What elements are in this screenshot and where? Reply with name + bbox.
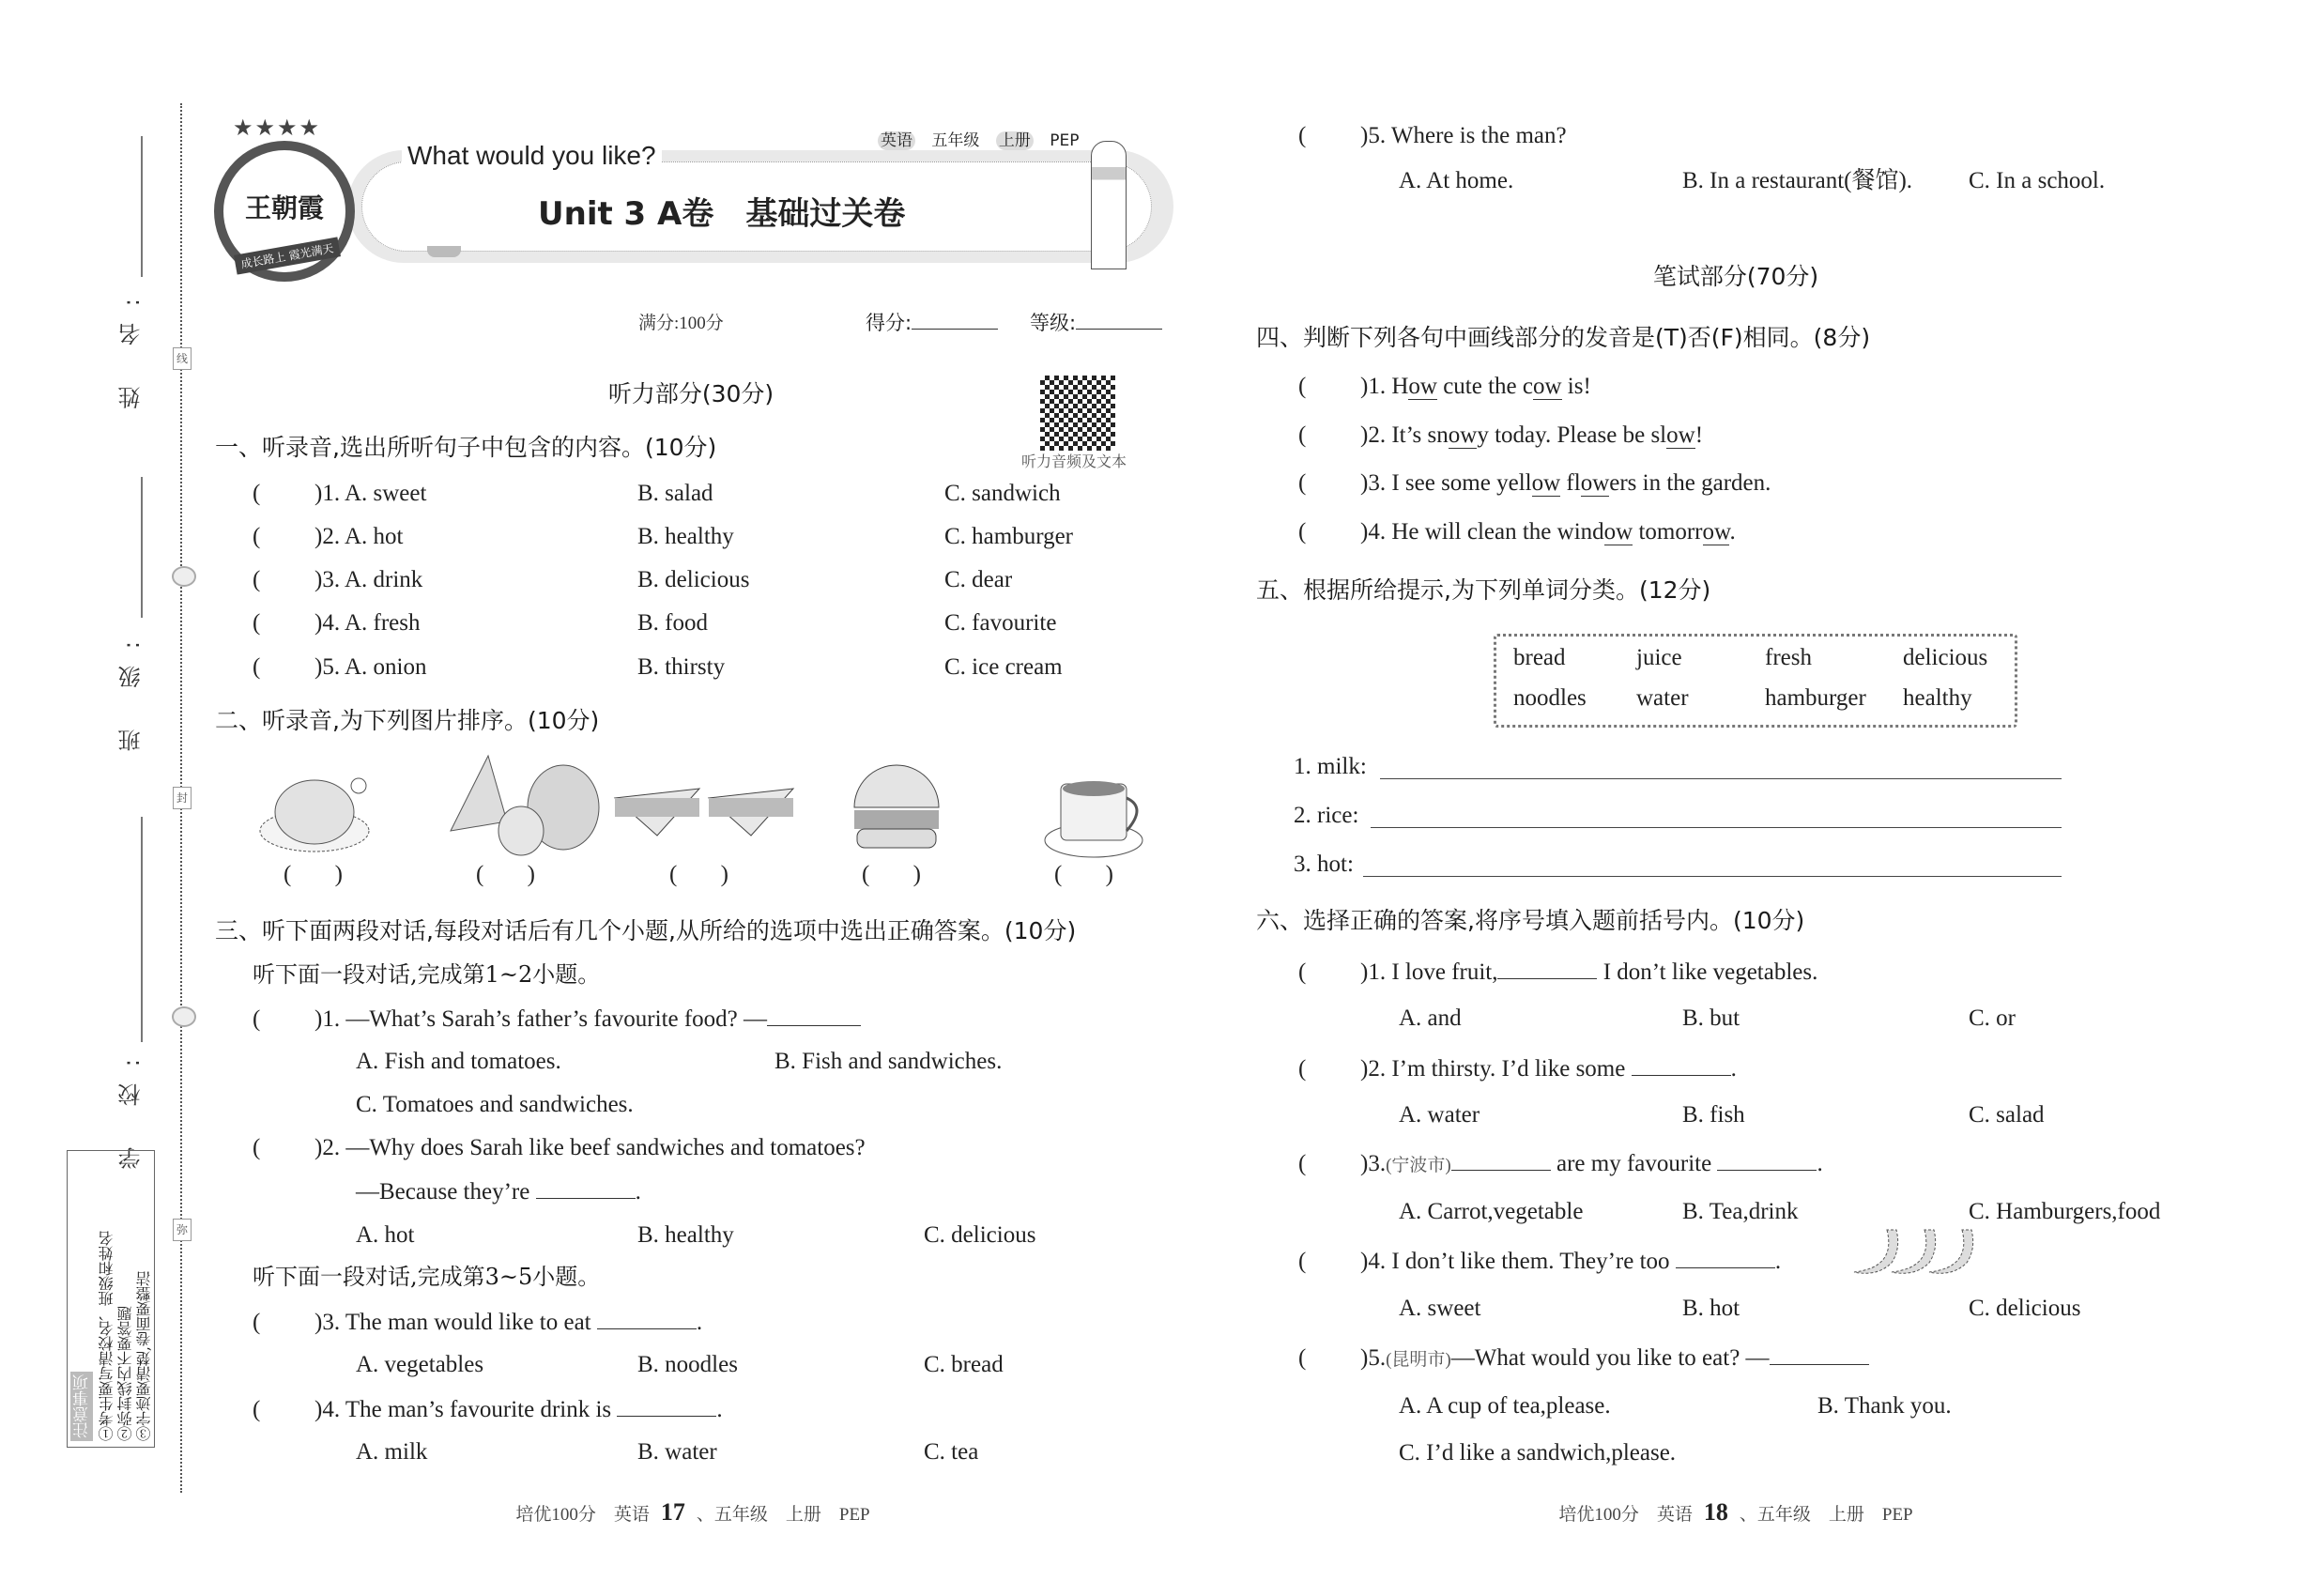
option-a: )3. A. drink bbox=[314, 567, 423, 592]
underlined-sound: ow bbox=[1531, 470, 1561, 496]
question-text: )3. The man would like to eat bbox=[314, 1310, 591, 1335]
school-field[interactable] bbox=[141, 817, 143, 1042]
s3-q3: ( )3. The man would like to eat . bbox=[253, 1310, 703, 1335]
source-city: (昆明市) bbox=[1386, 1350, 1451, 1370]
word-bank-item: healthy bbox=[1903, 685, 1972, 711]
option-c: C. In a school. bbox=[1969, 168, 2106, 193]
option-b: B. food bbox=[637, 610, 708, 636]
sentence-text: is! bbox=[1561, 374, 1591, 399]
option-b: B. fish bbox=[1682, 1102, 1745, 1128]
seal-mark-xian: 线 bbox=[173, 347, 192, 370]
sentence-text: ! bbox=[1694, 422, 1704, 448]
answer-bracket[interactable]: ( bbox=[1298, 519, 1307, 545]
category-label: 1. milk: bbox=[1294, 754, 1367, 779]
s6-q5 bbox=[1298, 1343, 1869, 1374]
question-text: —Because they’re bbox=[356, 1179, 530, 1205]
word-bank-item: fresh bbox=[1765, 645, 1812, 670]
picture-answer-bracket[interactable]: ( ) bbox=[669, 862, 728, 887]
s4-question bbox=[1298, 373, 1591, 401]
sentence-text: )1. H bbox=[1360, 374, 1409, 399]
section5-heading: 五、根据所给提示,为下列单词分类。(12分) bbox=[1256, 576, 1711, 604]
s1-question bbox=[253, 566, 422, 594]
unit-title: Unit 3 A卷 基础过关卷 bbox=[538, 195, 906, 233]
sentence-text: )3. I see some yell bbox=[1360, 470, 1532, 496]
s1-question bbox=[253, 523, 403, 551]
listening-title: 听力部分(30分) bbox=[607, 380, 774, 407]
page-number: 17 bbox=[660, 1498, 685, 1526]
sentence-text: fl bbox=[1560, 470, 1581, 496]
question-text: )1. I love fruit, bbox=[1360, 959, 1498, 985]
section6-heading: 六、选择正确的答案,将序号填入题前括号内。(10分) bbox=[1256, 907, 1805, 934]
answer-bracket[interactable]: ( bbox=[253, 1397, 261, 1422]
underlined-sound: ow bbox=[1666, 422, 1695, 448]
option-c: C. delicious bbox=[1969, 1296, 2081, 1321]
underlined-sound: ow bbox=[1448, 422, 1478, 448]
answer-blank[interactable] bbox=[597, 1308, 697, 1329]
underlined-sound: ow bbox=[1603, 519, 1633, 545]
answer-bracket[interactable]: ( bbox=[1298, 422, 1307, 448]
sentence-text: ers in the garden. bbox=[1609, 470, 1771, 496]
dialogue2-instruction: 听下面一段对话,完成第3~5小题。 bbox=[253, 1264, 601, 1290]
s3-q4: ( )4. The man’s favourite drink is . bbox=[253, 1397, 723, 1422]
answer-blank[interactable] bbox=[1676, 1247, 1775, 1268]
option-b: B. Thank you. bbox=[1817, 1393, 1952, 1419]
s6-q4 bbox=[1298, 1247, 1781, 1276]
notice-box bbox=[67, 1150, 155, 1448]
option-a: A. and bbox=[1399, 1005, 1462, 1031]
tag-edition: PEP bbox=[1050, 131, 1080, 150]
unit-subtitle: What would you like? bbox=[402, 141, 662, 171]
option-c: C. sandwich bbox=[944, 481, 1061, 506]
class-label: 班 级: bbox=[118, 624, 145, 752]
option-b: B. salad bbox=[637, 481, 713, 506]
answer-bracket[interactable]: ( bbox=[253, 1135, 261, 1160]
page-number: 18 bbox=[1703, 1498, 1728, 1526]
option-a: A. Carrot,vegetable bbox=[1399, 1199, 1584, 1224]
s3-q1 bbox=[253, 1005, 861, 1034]
seal-mark-feng: 封 bbox=[173, 787, 192, 809]
grade-label bbox=[1030, 308, 1162, 338]
sentence-text: . bbox=[1729, 519, 1736, 545]
answer-bracket[interactable]: ( bbox=[1298, 1151, 1307, 1176]
option-a: A. sweet bbox=[1399, 1296, 1481, 1321]
answer-bracket[interactable]: ( bbox=[1298, 470, 1307, 496]
answer-bracket[interactable]: ( bbox=[253, 1006, 261, 1032]
question-text: )1. —What’s Sarah’s father’s favourite food? — bbox=[314, 1006, 768, 1032]
picture-answer-bracket[interactable]: ( ) bbox=[862, 862, 921, 887]
notice-title: 注意事项 bbox=[70, 1372, 93, 1441]
period: . bbox=[1730, 1056, 1737, 1082]
score-label bbox=[866, 308, 998, 338]
option-b: B. Fish and sandwiches. bbox=[774, 1049, 1003, 1074]
notice-item: ③字迹要清楚,卷面要整洁 bbox=[135, 1270, 153, 1441]
footer-right bbox=[1558, 1498, 1912, 1527]
option-b: B. healthy bbox=[637, 1222, 734, 1248]
option-c: C. ice cream bbox=[944, 654, 1063, 680]
footer-book: 培优100分 英语 bbox=[515, 1505, 650, 1525]
s6-q1 bbox=[1298, 958, 1817, 987]
option-c: C. favourite bbox=[944, 610, 1057, 636]
answer-blank[interactable] bbox=[1770, 1343, 1869, 1365]
underlined-sound: ow bbox=[1580, 470, 1610, 496]
score-field[interactable] bbox=[912, 308, 998, 330]
word-bank-item: water bbox=[1636, 685, 1689, 711]
sentence-text: y today. Please be sl bbox=[1477, 422, 1667, 448]
writing-title: 笔试部分(70分) bbox=[1652, 263, 1819, 290]
chili-peppers-picture bbox=[1849, 1225, 1981, 1281]
option-b: B. thirsty bbox=[637, 654, 726, 680]
seal-stamp-icon bbox=[172, 566, 196, 587]
notice-item: ①考生要写清校名、班级和姓名 bbox=[98, 1231, 115, 1441]
option-b: B. but bbox=[1682, 1005, 1740, 1031]
s3-q2 bbox=[253, 1134, 866, 1162]
word-bank-item: noodles bbox=[1513, 685, 1587, 711]
option-c: C. hamburger bbox=[944, 524, 1074, 549]
option-c: C. or bbox=[1969, 1005, 2016, 1031]
category-label: 3. hot: bbox=[1294, 852, 1354, 877]
option-b: B. Tea,drink bbox=[1682, 1199, 1799, 1224]
seal-stamp-icon bbox=[172, 1006, 196, 1027]
qr-caption: 听力音频及文本 bbox=[1021, 454, 1127, 470]
answer-bracket[interactable]: ( bbox=[1298, 1056, 1307, 1082]
picture-answer-bracket[interactable]: ( ) bbox=[1054, 862, 1113, 887]
hamburger-picture bbox=[854, 765, 939, 848]
option-b: B. delicious bbox=[637, 567, 750, 592]
option-b: B. In a restaurant(餐馆). bbox=[1682, 168, 1913, 193]
answer-blank[interactable] bbox=[1632, 1054, 1731, 1076]
answer-bracket[interactable]: ( bbox=[1298, 123, 1307, 148]
picture-answer-bracket[interactable]: ( ) bbox=[284, 862, 343, 887]
lighthouse-icon bbox=[1091, 141, 1127, 269]
footer-book: 培优100分 英语 bbox=[1558, 1505, 1693, 1525]
answer-bracket[interactable]: ( bbox=[1298, 959, 1307, 985]
category-answer-line[interactable] bbox=[1371, 827, 2062, 828]
s4-question bbox=[1298, 469, 1771, 498]
option-a: A. water bbox=[1399, 1102, 1480, 1128]
name-label: 姓 名: bbox=[118, 282, 145, 409]
answer-blank[interactable] bbox=[1717, 1149, 1817, 1171]
logo-text: 王朝霞 bbox=[244, 192, 324, 223]
footer-left bbox=[515, 1498, 869, 1527]
answer-blank[interactable] bbox=[536, 1177, 636, 1199]
option-a: A. Fish and tomatoes. bbox=[356, 1049, 561, 1074]
question-text: are my favourite bbox=[1556, 1151, 1712, 1176]
seal-mark-mi: 弥 bbox=[173, 1219, 192, 1241]
sandwiches-picture bbox=[615, 789, 793, 836]
s1-question bbox=[253, 609, 420, 637]
question-number: )5. bbox=[1360, 1345, 1387, 1371]
grade-label-text: 等级: bbox=[1030, 312, 1077, 334]
tag-volume: 上册 bbox=[996, 131, 1034, 150]
grade-field[interactable] bbox=[1076, 308, 1162, 330]
option-a: A. vegetables bbox=[356, 1352, 484, 1377]
tea-cup-picture bbox=[1045, 781, 1142, 857]
answer-bracket[interactable]: ( bbox=[1298, 1345, 1307, 1371]
s1-question bbox=[253, 480, 426, 508]
answer-blank[interactable] bbox=[767, 1005, 861, 1026]
word-bank-item: juice bbox=[1636, 645, 1682, 670]
period: . bbox=[1817, 1151, 1823, 1176]
class-field[interactable] bbox=[141, 477, 143, 618]
option-a: A. At home. bbox=[1399, 168, 1514, 193]
option-a: A. hot bbox=[356, 1222, 415, 1248]
picture-row bbox=[244, 746, 1183, 859]
vegetables-picture bbox=[451, 756, 599, 855]
option-b: B. hot bbox=[1682, 1296, 1740, 1321]
ship-icon bbox=[427, 246, 461, 257]
logo-slogan: 成长路上 霞光满天 bbox=[234, 237, 341, 274]
underlined-sound: ow bbox=[1408, 374, 1437, 399]
footer-grade: 、五年级 上册 PEP bbox=[1739, 1505, 1913, 1525]
sentence-text: tomorr bbox=[1633, 519, 1703, 545]
option-c: C. Hamburgers,food bbox=[1969, 1199, 2161, 1224]
sentence-text: cute the c bbox=[1436, 374, 1533, 399]
answer-bracket[interactable]: ( bbox=[253, 1310, 261, 1335]
question-text: )4. I don’t like them. They’re too bbox=[1360, 1249, 1670, 1274]
dialogue1-instruction: 听下面一段对话,完成第1~2小题。 bbox=[253, 961, 601, 988]
word-bank-item: hamburger bbox=[1765, 685, 1866, 711]
tag-grade: 五年级 bbox=[931, 131, 980, 150]
option-c: C. delicious bbox=[924, 1222, 1036, 1248]
option-a: A. A cup of tea,please. bbox=[1399, 1393, 1611, 1419]
category-label: 2. rice: bbox=[1294, 803, 1359, 828]
option-b: B. noodles bbox=[637, 1352, 738, 1377]
book-tags bbox=[878, 127, 1079, 150]
option-a: )5. A. onion bbox=[314, 654, 427, 680]
s6-q3 bbox=[1298, 1149, 1823, 1180]
question-text: )4. The man’s favourite drink is bbox=[314, 1397, 612, 1422]
underlined-sound: ow bbox=[1702, 519, 1730, 545]
option-a: A. milk bbox=[356, 1439, 428, 1465]
footer-grade: 、五年级 上册 PEP bbox=[696, 1505, 870, 1525]
score-label-text: 得分: bbox=[866, 312, 912, 334]
qr-code-icon[interactable] bbox=[1040, 376, 1115, 451]
word-bank-item: delicious bbox=[1903, 645, 1988, 670]
option-b: B. healthy bbox=[637, 524, 734, 549]
answer-blank[interactable] bbox=[1451, 1149, 1551, 1171]
answer-bracket[interactable]: ( bbox=[1298, 1249, 1307, 1274]
name-field[interactable] bbox=[141, 136, 143, 277]
underlined-sound: ow bbox=[1532, 374, 1562, 399]
period: . bbox=[1774, 1249, 1782, 1274]
option-c: C. salad bbox=[1969, 1102, 2045, 1128]
roast-chicken-picture bbox=[260, 778, 369, 852]
option-a: )2. A. hot bbox=[314, 524, 404, 549]
option-c: C. bread bbox=[924, 1352, 1004, 1377]
category-answer-line[interactable] bbox=[1363, 876, 2062, 877]
question-text: I don’t like vegetables. bbox=[1602, 959, 1818, 985]
logo-stars-icon: ★★★★ bbox=[233, 116, 322, 141]
question-text: )2. I’m thirsty. I’d like some bbox=[1360, 1056, 1626, 1082]
section1-heading: 一、听录音,选出所听句子中包含的内容。(10分) bbox=[215, 434, 717, 461]
answer-bracket[interactable]: ( bbox=[253, 567, 261, 592]
question-text: —What would you like to eat? — bbox=[1450, 1345, 1770, 1371]
school-label: 学 校: bbox=[118, 1042, 145, 1170]
answer-blank[interactable] bbox=[617, 1395, 716, 1417]
tag-subject: 英语 bbox=[878, 131, 915, 150]
option-a: )4. A. fresh bbox=[314, 610, 421, 636]
option-c: C. I’d like a sandwich,please. bbox=[1399, 1440, 1677, 1466]
full-score: 满分:100分 bbox=[638, 314, 724, 333]
option-a: )1. A. sweet bbox=[314, 481, 427, 506]
question-number: )3. bbox=[1360, 1151, 1387, 1176]
source-city: (宁波市) bbox=[1386, 1156, 1451, 1175]
answer-bracket[interactable]: ( bbox=[253, 654, 261, 680]
s3-q2-line2: —Because they’re . bbox=[356, 1179, 641, 1205]
option-c: C. Tomatoes and sandwiches. bbox=[356, 1092, 634, 1117]
category-answer-line[interactable] bbox=[1380, 778, 2062, 779]
picture-answer-bracket[interactable]: ( ) bbox=[476, 862, 535, 887]
answer-blank[interactable] bbox=[1497, 958, 1597, 979]
section3-heading: 三、听下面两段对话,每段对话后有几个小题,从所给的选项中选出正确答案。(10分) bbox=[215, 917, 1077, 944]
section4-heading: 四、判断下列各句中画线部分的发音是(T)否(F)相同。(8分) bbox=[1256, 324, 1871, 351]
option-c: C. dear bbox=[944, 567, 1013, 592]
question-text: )5. Where is the man? bbox=[1360, 123, 1567, 148]
option-c: C. tea bbox=[924, 1439, 979, 1465]
option-b: B. water bbox=[637, 1439, 717, 1465]
answer-bracket[interactable]: ( bbox=[253, 481, 261, 506]
question-text: )2. —Why does Sarah like beef sandwiches and tomatoes? bbox=[314, 1135, 866, 1160]
sentence-text: )2. It’s sn bbox=[1360, 422, 1449, 448]
s1-question bbox=[253, 653, 426, 682]
s4-question bbox=[1298, 422, 1703, 450]
sentence-text: )4. He will clean the wind bbox=[1360, 519, 1604, 545]
word-bank-item: bread bbox=[1513, 645, 1566, 670]
s4-question bbox=[1298, 518, 1736, 546]
answer-bracket[interactable]: ( bbox=[253, 524, 261, 549]
answer-bracket[interactable]: ( bbox=[1298, 374, 1307, 399]
s3-q5 bbox=[1298, 122, 1567, 150]
notice-item: ②弥封线内不要答题 bbox=[116, 1306, 134, 1441]
section2-heading: 二、听录音,为下列图片排序。(10分) bbox=[215, 707, 600, 734]
answer-bracket[interactable]: ( bbox=[253, 610, 261, 636]
s6-q2 bbox=[1298, 1054, 1737, 1083]
